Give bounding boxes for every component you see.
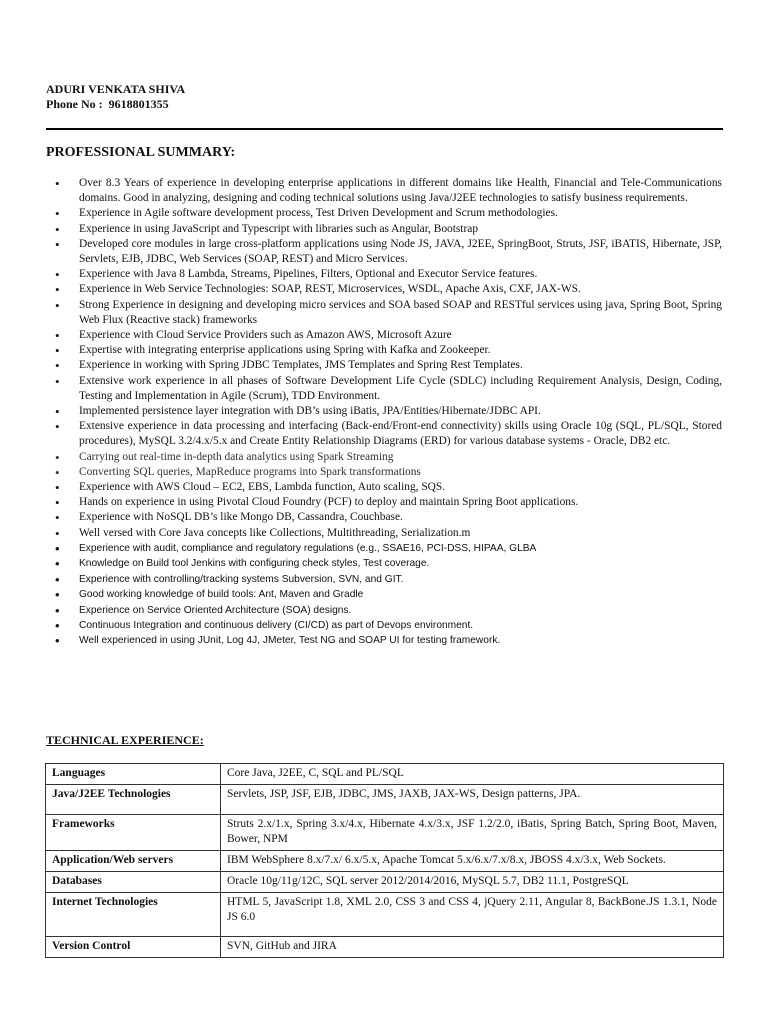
summary-item: • Well versed with Core Java concepts like Collections, Multithreading, Serialization.m bbox=[46, 526, 722, 541]
summary-item: • Developed core modules in large cross-platform applications using Node JS, JAVA, J2EE, SpringBoot, Struts, JSF, iBATIS, Hibernate, JSP, Servlets, EJB, JDBC, Web Services (SOAP, REST) and Micro Services. bbox=[46, 237, 722, 267]
summary-item: • Experience in using JavaScript and Typescript with libraries such as Angular, Bootstrap bbox=[46, 222, 722, 237]
table-row bbox=[46, 764, 724, 785]
table-row bbox=[46, 893, 724, 937]
phone-label: Phone No : bbox=[46, 97, 103, 111]
summary-item: • Strong Experience in designing and developing micro services and SOA based SOAP and RESTful services using java, Spring Boot, Spring Web Flux (Reactive stack) frameworks bbox=[46, 298, 722, 328]
skill-category: Internet Technologies bbox=[46, 893, 221, 937]
summary-item: • Experience in Web Service Technologies: SOAP, REST, Microservices, WSDL, Apache Axis, CXF, JAX-WS. bbox=[46, 282, 722, 297]
skill-values: Oracle 10g/11g/12C, SQL server 2012/2014/2016, MySQL 5.7, DB2 11.1, PostgreSQL bbox=[221, 872, 724, 893]
skill-category: Languages bbox=[46, 764, 221, 785]
skill-category: Application/Web servers bbox=[46, 851, 221, 872]
summary-item: • Experience in working with Spring JDBC Templates, JMS Templates and Spring Rest Templates. bbox=[46, 358, 722, 373]
summary-item: • Experience with NoSQL DB’s like Mongo DB, Cassandra, Couchbase. bbox=[46, 510, 722, 525]
summary-item: • Continuous Integration and continuous delivery (CI/CD) as part of Devops environment. bbox=[46, 618, 722, 633]
summary-item: • Experience with AWS Cloud – EC2, EBS, Lambda function, Auto scaling, SQS. bbox=[46, 480, 722, 495]
table-row bbox=[46, 851, 724, 872]
summary-item: • Over 8.3 Years of experience in developing enterprise applications in different domains like Health, Financial and Tele-Communications domains. Good in analyzing, designing and coding technical solutions using Java/J2EE technologies to satisfy business requirements. bbox=[46, 176, 722, 206]
phone-number: 9618801355 bbox=[108, 97, 169, 111]
table-row bbox=[46, 785, 724, 815]
summary-item: • Extensive work experience in all phases of Software Development Life Cycle (SDLC) including Requirement Analysis, Design, Coding, Testing and Implementation in Agile (Scrum), TDD Environment. bbox=[46, 374, 722, 404]
technical-title: TECHNICAL EXPERIENCE: bbox=[46, 733, 204, 747]
skill-values: IBM WebSphere 8.x/7.x/ 6.x/5.x, Apache Tomcat 5.x/6.x/7.x/8.x, JBOSS 4.x/3.x, Web Sockets. bbox=[221, 851, 724, 872]
resume-header bbox=[46, 82, 185, 112]
summary-item: • Experience in Agile software development process, Test Driven Development and Scrum methodologies. bbox=[46, 206, 722, 221]
header-divider bbox=[46, 128, 723, 130]
table-row bbox=[46, 872, 724, 893]
technical-table bbox=[45, 763, 724, 958]
skill-values: Core Java, J2EE, C, SQL and PL/SQL bbox=[221, 764, 724, 785]
skill-category: Java/J2EE Technologies bbox=[46, 785, 221, 815]
phone-line bbox=[46, 97, 185, 112]
summary-item: • Implemented persistence layer integration with DB’s using iBatis, JPA/Entities/Hibernate/JDBC API. bbox=[46, 404, 722, 419]
summary-title: PROFESSIONAL SUMMARY: bbox=[46, 145, 236, 160]
summary-item: • Extensive experience in data processing and interfacing (Back-end/Front-end connectivity) skills using Oracle 10g (SQL, PL/SQL, Stored procedures), MySQL 3.2/4.x/5.x and Create Entity Relationship Diagrams (ERD) for various database systems - Oracle, DB2 etc. bbox=[46, 419, 722, 449]
skill-category: Frameworks bbox=[46, 815, 221, 851]
skill-category: Version Control bbox=[46, 937, 221, 958]
skill-values: Servlets, JSP, JSF, EJB, JDBC, JMS, JAXB, JAX-WS, Design patterns, JPA. bbox=[221, 785, 724, 815]
summary-item: • Knowledge on Build tool Jenkins with configuring check styles, Test coverage. bbox=[46, 556, 722, 571]
summary-item: • Well experienced in using JUnit, Log 4J, JMeter, Test NG and SOAP UI for testing framework. bbox=[46, 633, 722, 648]
summary-item: • Experience on Service Oriented Architecture (SOA) designs. bbox=[46, 603, 722, 618]
skill-values: SVN, GitHub and JIRA bbox=[221, 937, 724, 958]
summary-item: • Carrying out real-time in-depth data analytics using Spark Streaming bbox=[46, 450, 722, 465]
summary-item: • Expertise with integrating enterprise applications using Spring with Kafka and Zookeeper. bbox=[46, 343, 722, 358]
skill-values: Struts 2.x/1.x, Spring 3.x/4.x, Hibernate 4.x/3.x, JSF 1.2/2.0, iBatis, Spring Batch, Spring Boot, Maven, Bower, NPM bbox=[221, 815, 724, 851]
summary-list bbox=[46, 176, 722, 649]
summary-item: • Converting SQL queries, MapReduce programs into Spark transformations bbox=[46, 465, 722, 480]
skill-category: Databases bbox=[46, 872, 221, 893]
skill-values: HTML 5, JavaScript 1.8, XML 2.0, CSS 3 and CSS 4, jQuery 2.11, Angular 8, BackBone.JS 1.3.1, Node JS 6.0 bbox=[221, 893, 724, 937]
candidate-name: ADURI VENKATA SHIVA bbox=[46, 82, 186, 96]
table-row bbox=[46, 815, 724, 851]
summary-item: • Hands on experience in using Pivotal Cloud Foundry (PCF) to deploy and maintain Spring Boot applications. bbox=[46, 495, 722, 510]
summary-item: • Good working knowledge of build tools: Ant, Maven and Gradle bbox=[46, 587, 722, 602]
summary-item: • Experience with controlling/tracking systems Subversion, SVN, and GIT. bbox=[46, 572, 722, 587]
summary-item: • Experience with Java 8 Lambda, Streams, Pipelines, Filters, Optional and Executor Service features. bbox=[46, 267, 722, 282]
summary-item: • Experience with audit, compliance and regulatory regulations (e.g., SSAE16, PCI-DSS, HIPAA, GLBA bbox=[46, 541, 722, 556]
summary-item: • Experience with Cloud Service Providers such as Amazon AWS, Microsoft Azure bbox=[46, 328, 722, 343]
table-row bbox=[46, 937, 724, 958]
